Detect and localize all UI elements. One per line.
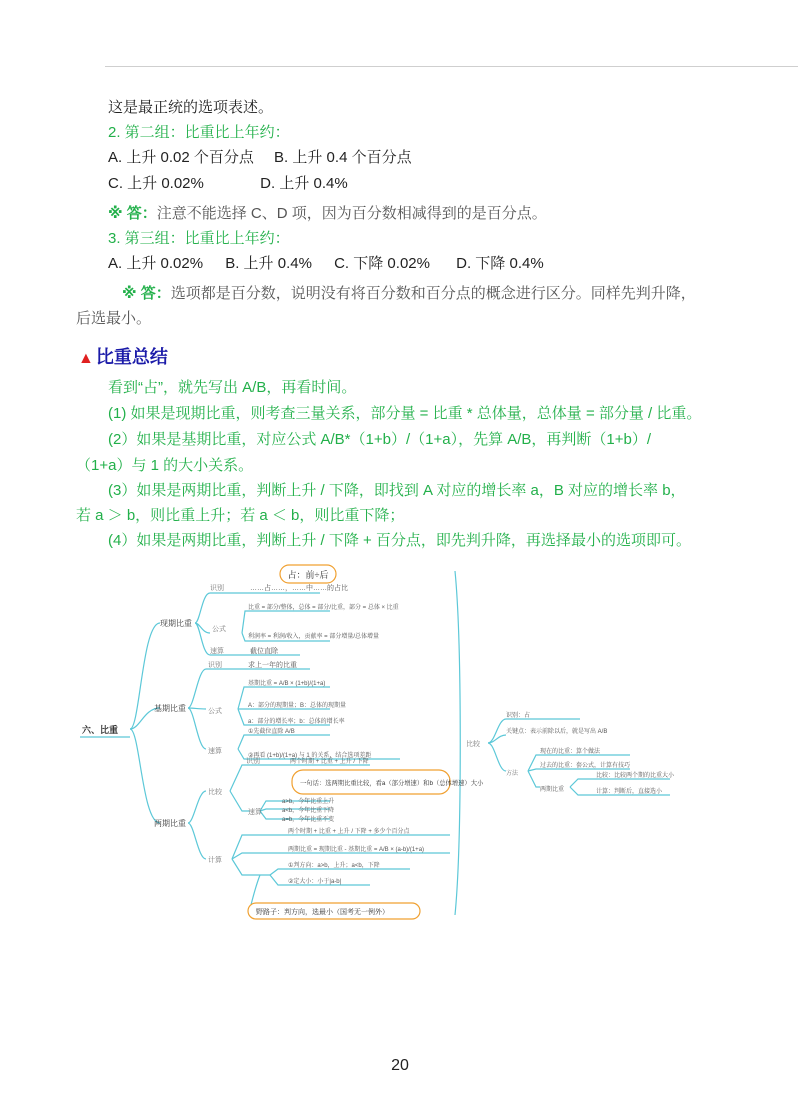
mindmap (70, 563, 730, 925)
base-formula-3: a：部分的增长率；b：总体的增长率 (248, 719, 345, 725)
two-formula2-text: 两期比重 = 现期比重 - 基期比重 = A/B × (a-b)/(1+a) (288, 847, 425, 853)
header-rule (105, 66, 798, 67)
base-formula-1: 基期比重 = A/B × (1+b)/(1+a) (248, 681, 326, 687)
group2-answer (108, 203, 547, 225)
current-calc: 速算 (210, 648, 224, 655)
right-identify: 识别：占 (506, 713, 531, 719)
page-number: 20 (391, 1057, 409, 1074)
two-identify2-text: 两个时期 + 比重 + 上升 / 下降 + 多少个百分点 (288, 829, 410, 835)
base-calc: 速算 (208, 748, 222, 755)
intro-line: 这是最正统的选项表述。 (108, 99, 274, 116)
two-calc-2: a<b，今年比重下降 (282, 808, 335, 814)
group3-option-d: D. 下降 0.4% (456, 255, 544, 272)
group2-option-c: C. 上升 0.02% (108, 175, 204, 192)
current-formula-1: 比重 = 部分/整体，总体 = 部分/比重，部分 = 总体 × 比重 (248, 605, 399, 611)
two-calc-3: a=b，今年比重不变 (282, 817, 335, 823)
group3-title: 3. 第三组：比重比上年约： (108, 230, 290, 247)
current-label: 现期比重 (160, 619, 192, 628)
group3-answer-text-1: 选项都是百分数，说明没有将百分数和百分点的概念进行区分。同样先判升降， (170, 285, 696, 302)
group2-options-cd (108, 173, 348, 195)
right-method: 方法 (506, 771, 519, 777)
summary-p4: (4）如果是两期比重，判断上升 / 下降 + 百分点，即先判升降，再选择最小的选项即可。 (108, 532, 691, 549)
base-identify: 识别 (208, 662, 222, 669)
group2-answer-text: 注意不能选择 C、D 项，因为百分数相减得到的是百分点。 (156, 205, 547, 222)
two-identify: 识别 (246, 758, 260, 765)
two-calc: 速算 (248, 809, 262, 816)
group3-answer-text-2: 后选最小。 (76, 310, 152, 327)
group2-answer-label: ※ 答： (108, 205, 157, 222)
right-m3b: 计算：判断后，直接选小 (596, 789, 663, 795)
two-identify-text: 两个时期 + 比重 + 上升 / 下降 (290, 759, 369, 765)
summary-p2b: （1+a）与 1 的大小关系。 (76, 457, 254, 474)
current-formula-2: 利润率 = 利润/收入，贡献率 = 部分增量/总体增量 (248, 634, 380, 640)
group3-answer (122, 283, 696, 305)
summary-p2a: (2）如果是基期比重，对应公式 A/B*（1+b）/（1+a），先算 A/B，再判断（1+b）/ (108, 431, 652, 448)
group2-options-ab (108, 147, 412, 169)
group3-options (108, 253, 544, 275)
summary-p3b: 若 a ＞ b，则比重上升；若 a ＜ b，则比重下降； (76, 507, 405, 524)
two-note: 一句话：选两期比重比较，看a（部分增速）和b（总体增速）大小 (300, 780, 484, 787)
group2-option-a: A. 上升 0.02 个百分点 (108, 149, 254, 166)
current-calc-text: 截位直除 (250, 648, 278, 655)
group2-title: 2. 第二组：比重比上年约： (108, 124, 290, 141)
two-calc-1: a>b，今年比重上升 (282, 799, 335, 805)
group3-answer-label: ※ 答： (122, 285, 171, 302)
group2-option-b: B. 上升 0.4 个百分点 (274, 149, 412, 166)
trick-text: 野路子：判方向，选最小（国考无一例外） (256, 909, 389, 916)
base-label: 基期比重 (154, 704, 186, 713)
summary-heading-text: 比重总结 (95, 347, 168, 367)
right-m1: 现在的比重：算个做法 (540, 749, 601, 755)
two-label: 两期比重 (154, 819, 186, 828)
base-identify-text: 求上一年的比重 (248, 662, 297, 669)
base-formula: 公式 (208, 708, 222, 715)
summary-p0: 看到“占”，就先写出 A/B，再看时间。 (108, 379, 357, 396)
right-m3: 两期比重 (540, 787, 565, 793)
two-calc2-2: ②定大小：小于|a-b| (288, 879, 342, 885)
group3-option-b: B. 上升 0.4% (225, 255, 312, 272)
base-formula-2: A：部分的现期量；B：总体的现期量 (248, 703, 347, 709)
current-identify-text: ……占……，……中……的占比 (250, 585, 348, 592)
two-compute: 计算 (208, 857, 222, 864)
group3-option-c: C. 下降 0.02% (334, 255, 430, 272)
top-note: 占：前÷后 (287, 570, 329, 580)
base-calc-1: ①先截位直除 A/B (248, 729, 295, 735)
right-m3a: 比较：比较两个期的比重大小 (596, 773, 675, 779)
two-compare: 比较 (208, 789, 222, 796)
summary-p1: (1) 如果是现期比重，则考查三量关系，部分量 = 比重 * 总体量，总体量 = 部分量 / 比重。 (108, 405, 702, 422)
group2-option-d: D. 上升 0.4% (260, 175, 348, 192)
summary-heading (78, 343, 168, 369)
current-formula: 公式 (212, 626, 226, 633)
base-calc-2: ②再看 (1+b)/(1+a) 与 1 的关系，结合选项差距 (248, 753, 372, 759)
group3-option-a: A. 上升 0.02% (108, 255, 204, 272)
mindmap-root: 六、比重 (82, 725, 119, 735)
right-compare: 比较 (466, 741, 480, 748)
right-key: 关键点：表示前除以后，就是写出 A/B (506, 729, 608, 735)
triangle-icon: ▲ (78, 350, 94, 367)
right-m2: 过去的比重：套公式，计算有技巧 (540, 763, 631, 769)
summary-p3a: (3）如果是两期比重，判断上升 / 下降，即找到 A 对应的增长率 a，B 对应的增长率 b， (108, 482, 686, 499)
two-calc2-1: ①判方向：a>b，上升；a<b，下降 (288, 863, 380, 869)
current-identify: 识别 (210, 585, 224, 592)
